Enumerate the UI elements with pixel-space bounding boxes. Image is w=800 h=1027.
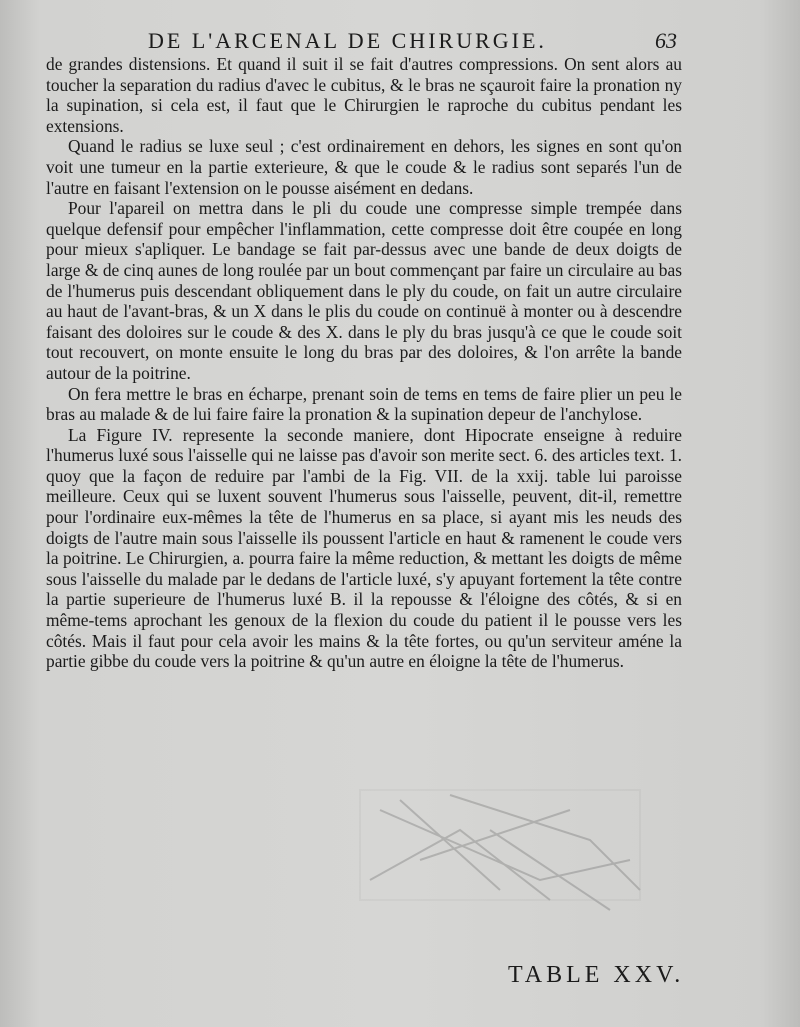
paragraph: On fera mettre le bras en écharpe, prenant soin de tems en tems de faire plier un peu le bras au malade & de lui faire faire la pronation & la supination depeur de l'anchylose.: [46, 383, 682, 425]
paragraph: Quand le radius se luxe seul ; c'est ordinairement en dehors, les signes en sont qu'on voit une tumeur en la partie exterieure, & que le coude & le radius sont separés l'un de l'autre en faisant l'extension on le pousse aisément en dedans.: [46, 136, 682, 198]
show-through-illustration: [340, 770, 670, 920]
paragraph: de grandes distensions. Et quand il suit il se fait d'autres compressions. On sent alors au toucher la separation du radius d'avec le cubitus, & le bras ne sçauroit faire la pronation ny la supination, si cela est, il faut que le Chirurgien le raproche du cubitus pendant les extensions.: [46, 54, 682, 136]
paragraph: La Figure IV. represente la seconde maniere, dont Hipocrate enseigne à reduire l'humerus luxé sous l'aisselle qui ne laisse pas d'avoir son merite sect. 6. des articles text. 1. quoy que la façon de reduire par l'ambi de la Fig. VII. de la xxij. table lui paroisse meilleure. Ceux qui se luxent souvent l'humerus sous l'aisselle, peuvent, dit-il, remettre pour l'ordinaire eux-mêmes la tête de l'humerus en sa place, si ayant mis les neuds des doigts de l'autre main sous l'aisselle ils poussent l'article en haut & ramenent le coude vers la poitrine. Le Chirurgien, a. pourra faire la même reduction, & mettant les doigts de même sous l'aisselle du malade par le dedans de l'article luxé, s'y apuyant fortement la tête contre la partie superieure de l'humerus luxé B. il la repousse & l'éloigne des côtés, & si en même-tems aprochant les genoux de la flexion du coude du patient il le pousse vers les côtés. Mais il faut pour cela avoir les mains & la tête fortes, ou qu'un serviteur améne la partie gibbe du coude vers la poitrine & qu'un autre en éloigne la tête de l'humerus.: [46, 424, 682, 672]
body-text: [46, 54, 682, 672]
page-number: 63: [655, 28, 677, 53]
running-title: DE L'ARCENAL DE CHIRURGIE.: [148, 28, 547, 53]
paragraph: Pour l'apareil on mettra dans le pli du coude une compresse simple trempée dans quelque defensif pour empêcher l'inflammation, cette compresse doit être coupée en long pour mieux s'apliquer. Le bandage se fait par-dessus avec une bande de deux doigts de large & de cinq aunes de long roulée par un bout commençant par faire un circulaire au bas de l'humerus puis descendant obliquement dans le ply du coude, on fait un autre circulaire au haut de l'avant-bras, & un X dans le plis du coude on continuë à monter ou à descendre faisant des doloires sur le coude & des X. dans le ply du bras jusqu'à ce que le coude soit tout recouvert, on monte ensuite le long du bras par des doloires, & l'on arrête la bande autour de la poitrine.: [46, 198, 682, 383]
catchword: TABLE XXV.: [508, 962, 685, 988]
